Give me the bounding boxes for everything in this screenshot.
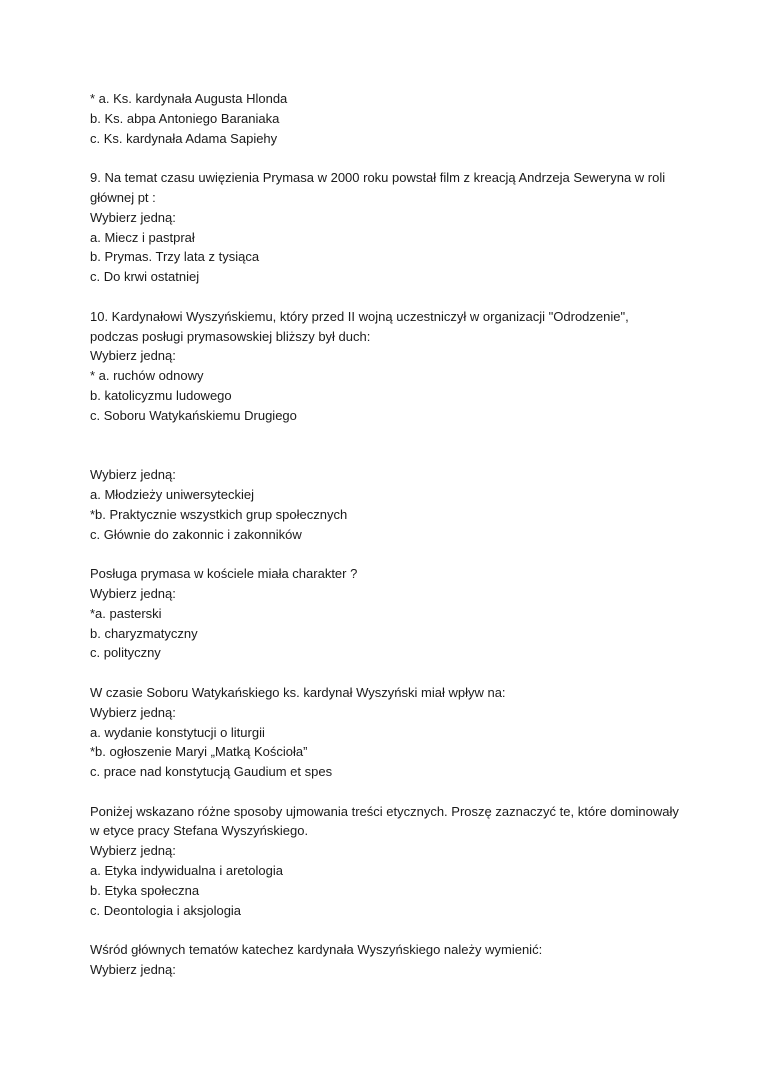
q11-option-a: a. Młodzieży uniwersyteckiej: [90, 486, 255, 502]
q9-question-line-2: głównej pt :: [90, 189, 156, 205]
q13-option-a: a. wydanie konstytucji o liturgii: [90, 724, 265, 740]
spacer: [90, 445, 690, 465]
q10-option-a: * a. ruchów odnowy: [90, 368, 204, 384]
q12-instruction: Wybierz jedną:: [90, 585, 176, 601]
q14-question-line-1: Poniżej wskazano różne sposoby ujmowania treści etycznych. Proszę zaznaczyć te, które dominowały: [90, 803, 679, 819]
q11-option-b: *b. Praktycznie wszystkich grup społecznych: [90, 506, 348, 522]
q10-question-line-2: podczas posługi prymasowskiej bliższy był duch:: [90, 328, 371, 344]
q9-instruction: Wybierz jedną:: [90, 209, 176, 225]
q12-option-a: *a. pasterski: [90, 605, 162, 621]
q8-option-b: b. Ks. abpa Antoniego Baraniaka: [90, 110, 280, 126]
q8-option-c: c. Ks. kardynała Adama Sapiehy: [90, 130, 278, 146]
document-text: [90, 89, 690, 980]
q12-question: Posługa prymasa w kościele miała charakter ?: [90, 566, 358, 582]
q8-option-a: * a. Ks. kardynała Augusta Hlonda: [90, 91, 288, 106]
q13-option-b: *b. ogłoszenie Maryi „Matką Kościoła”: [90, 744, 308, 760]
q12-option-c: c. polityczny: [90, 645, 161, 661]
q9-option-a: a. Miecz i pastprał: [90, 229, 195, 245]
q14-instruction: Wybierz jedną:: [90, 843, 176, 859]
q15-question: Wśród głównych tematów katechez kardynała Wyszyńskiego należy wymienić:: [90, 942, 543, 958]
spacer: [90, 148, 690, 168]
spacer: [90, 426, 690, 446]
q14-option-b: b. Etyka społeczna: [90, 882, 200, 898]
q9-question-line-1: 9. Na temat czasu uwięzienia Prymasa w 2000 roku powstał film z kreacją Andrzeja Seweryna w roli: [90, 170, 666, 186]
spacer: [90, 287, 690, 307]
q14-option-a: a. Etyka indywidualna i aretologia: [90, 863, 283, 879]
q9-option-b: b. Prymas. Trzy lata z tysiąca: [90, 249, 260, 265]
q14-option-c: c. Deontologia i aksjologia: [90, 902, 242, 918]
q12-option-b: b. charyzmatyczny: [90, 625, 198, 641]
q14-question-line-2: w etyce pracy Stefana Wyszyńskiego.: [90, 823, 309, 839]
q13-instruction: Wybierz jedną:: [90, 704, 176, 720]
spacer: [90, 920, 690, 940]
spacer: [90, 544, 690, 564]
spacer: [90, 663, 690, 683]
q9-option-c: c. Do krwi ostatniej: [90, 269, 200, 285]
q10-question-line-1: 10. Kardynałowi Wyszyńskiemu, który przed II wojną uczestniczył w organizacji "Odrodzenie",: [90, 308, 629, 324]
q10-instruction: Wybierz jedną:: [90, 348, 176, 364]
spacer: [90, 782, 690, 802]
q10-option-b: b. katolicyzmu ludowego: [90, 387, 232, 403]
q11-instruction: Wybierz jedną:: [90, 467, 176, 483]
q13-option-c: c. prace nad konstytucją Gaudium et spes: [90, 764, 333, 780]
q15-instruction: Wybierz jedną:: [90, 962, 176, 978]
q13-question: W czasie Soboru Watykańskiego ks. kardynał Wyszyński miał wpływ na:: [90, 684, 506, 700]
q10-option-c: c. Soboru Watykańskiemu Drugiego: [90, 407, 297, 423]
q11-option-c: c. Głównie do zakonnic i zakonników: [90, 526, 302, 542]
